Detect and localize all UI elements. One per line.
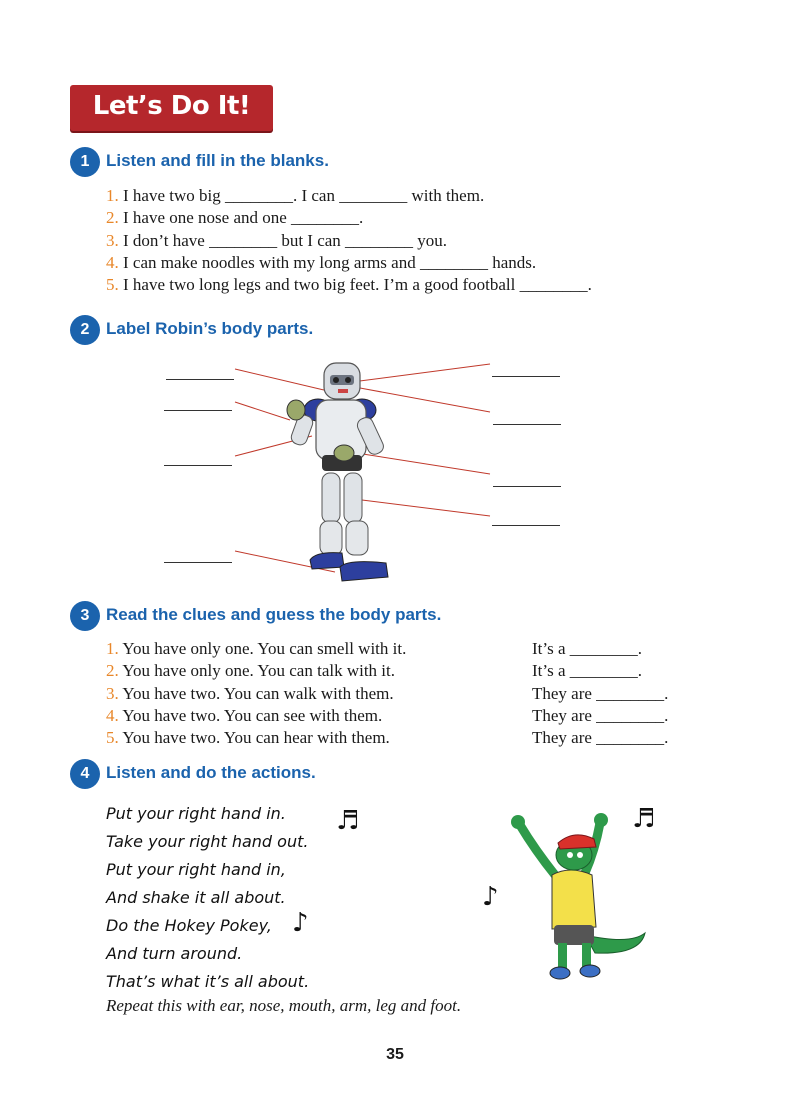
list-item	[106, 705, 706, 727]
banner-title: Let’s Do It!	[92, 91, 251, 121]
list-item	[106, 660, 706, 682]
lyric-line: Do the Hokey Pokey,	[106, 916, 272, 935]
item-text: I can make noodles with my long arms and ________ hands.	[123, 252, 537, 272]
item-answer: They are ________.	[532, 728, 669, 748]
item-answer: It’s a ________.	[532, 639, 643, 658]
item-text: I have two big ________. I can ________ with them.	[123, 186, 485, 205]
section-1-number: 1	[70, 147, 100, 177]
item-answer: They are ________.	[532, 705, 669, 725]
section-3-title: Read the clues and guess the body parts.	[106, 605, 442, 624]
section-4-title: Listen and do the actions.	[106, 763, 316, 782]
music-note-icon: ♪	[482, 882, 499, 912]
lyric-line: And shake it all about.	[106, 888, 286, 907]
section-2-title: Label Robin’s body parts.	[106, 319, 314, 338]
item-clue: You have only one. You can talk with it.	[122, 661, 396, 681]
list-item	[106, 727, 706, 749]
item-answer: It’s a ________.	[532, 661, 643, 681]
lyric-line: That’s what it’s all about.	[106, 972, 310, 991]
section-3-list	[106, 638, 706, 749]
page-number: 35	[386, 1046, 404, 1063]
lyric-line: Put your right hand in.	[106, 804, 286, 823]
music-note-icon: ♬	[336, 806, 360, 836]
item-number: 2.	[106, 208, 119, 228]
song-lyrics	[106, 800, 309, 996]
item-number: 2.	[106, 661, 119, 681]
item-clue: You have two. You can hear with them.	[122, 728, 390, 748]
item-number: 3.	[106, 230, 119, 250]
item-number: 4.	[106, 705, 119, 725]
item-text: I have two long legs and two big feet. I’m a good football ________.	[123, 275, 592, 295]
section-3-number: 3	[70, 601, 100, 631]
item-clue: You have only one. You can smell with it.	[122, 639, 407, 658]
repeat-instruction: Repeat this with ear, nose, mouth, arm, leg and foot.	[106, 996, 462, 1015]
item-number: 1.	[106, 186, 119, 205]
list-item	[106, 638, 706, 660]
music-note-icon: ♪	[292, 908, 309, 938]
item-clue: You have two. You can walk with them.	[122, 683, 394, 703]
item-number: 4.	[106, 252, 119, 272]
item-number: 5.	[106, 728, 119, 748]
item-number: 3.	[106, 683, 119, 703]
lyric-line: And turn around.	[106, 944, 243, 963]
music-note-icon: ♬	[632, 804, 656, 834]
item-text: I have one nose and one ________.	[123, 208, 364, 228]
item-number: 1.	[106, 639, 119, 658]
dancing-crocodile-illustration	[500, 805, 660, 985]
section-2-number: 2	[70, 315, 100, 345]
robot-robin-illustration	[236, 355, 506, 595]
section-4-number: 4	[70, 759, 100, 789]
item-answer: They are ________.	[532, 683, 669, 703]
lyric-line: Take your right hand out.	[106, 832, 309, 851]
item-text: I don’t have ________ but I can ________ you.	[123, 230, 448, 250]
list-item	[106, 683, 706, 705]
section-1-title: Listen and fill in the blanks.	[106, 151, 329, 170]
item-clue: You have two. You can see with them.	[122, 705, 383, 725]
lyric-line: Put your right hand in,	[106, 860, 286, 879]
item-number: 5.	[106, 275, 119, 295]
